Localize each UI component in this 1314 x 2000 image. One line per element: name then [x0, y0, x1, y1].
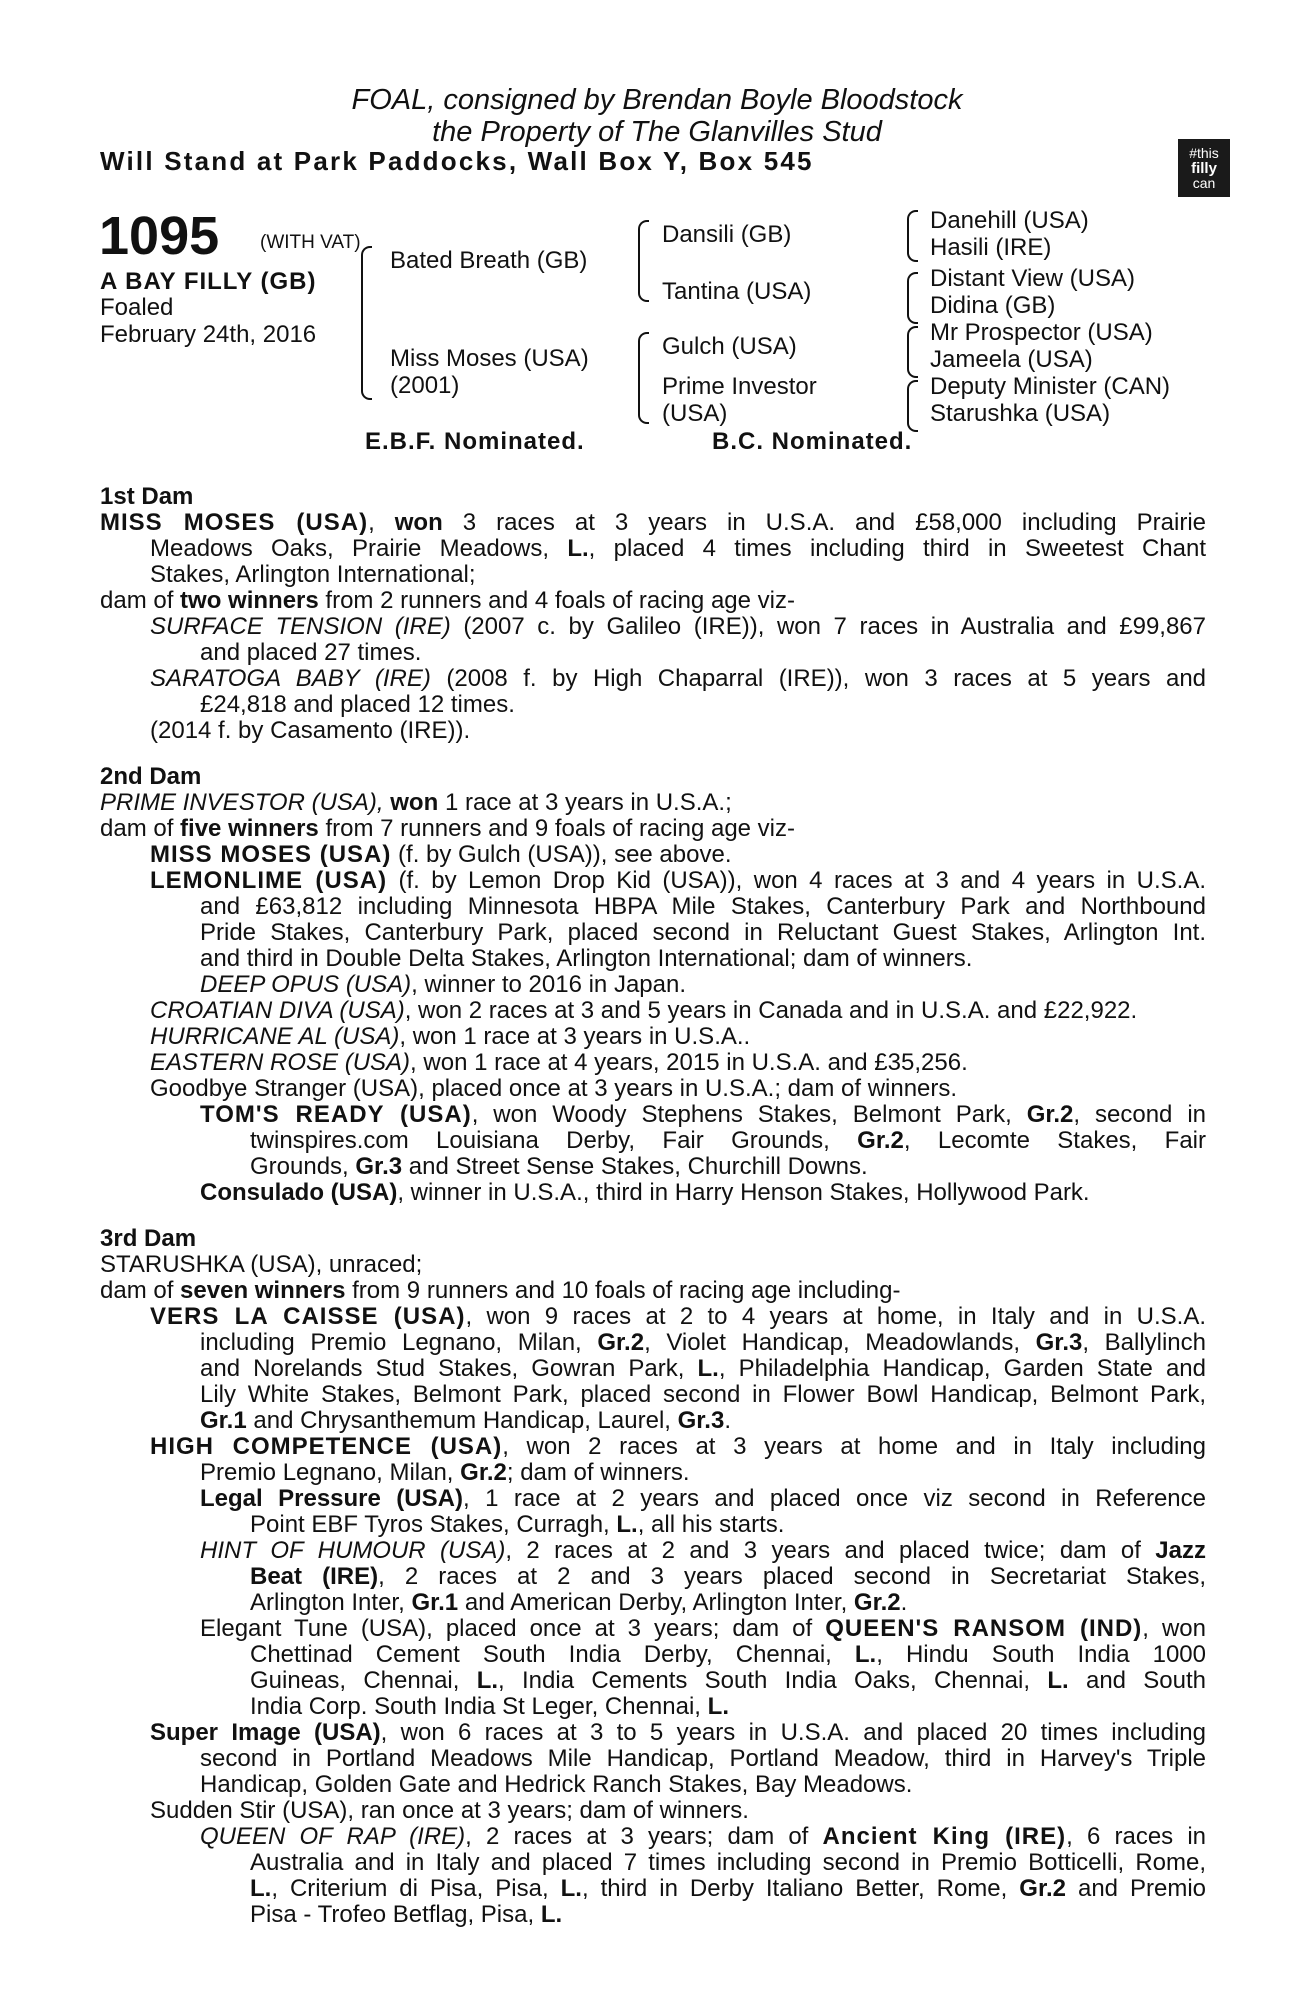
text: Chettinad Cement South India Derby, Chennai, [250, 1641, 832, 1668]
property-line: the Property of The Glanvilles Stud [432, 116, 882, 148]
produce-toms-ready [200, 1102, 1206, 1128]
text: Arlington Inter, [250, 1589, 405, 1616]
ebf-nominated: E.B.F. Nominated. [365, 428, 585, 455]
listed-mark: L. [697, 1355, 719, 1382]
produce-hurricane-al [150, 1024, 750, 1050]
won-label: won [394, 509, 443, 536]
horse-name: HINT OF HUMOUR (USA) [200, 1537, 506, 1564]
horse-name: Consulado (USA) [200, 1179, 398, 1206]
dam-dam: Prime Investor [662, 373, 817, 400]
this-filly-can-logo [1178, 139, 1230, 197]
dam: Miss Moses (USA) [390, 345, 589, 372]
lemonlime-line-4: and third in Double Delta Stakes, Arlington International; dam of winners. [200, 945, 973, 972]
text: including Premio Legnano, Milan, [200, 1329, 582, 1356]
winners-count: two winners [180, 587, 319, 614]
horse-name: MISS MOSES (USA) [150, 841, 392, 868]
group-2-mark: Gr.2 [460, 1459, 507, 1486]
horse-name: LEMONLIME (USA) [150, 867, 388, 894]
first-dam-line-2 [150, 536, 1206, 562]
group-2-mark: Gr.2 [1026, 1101, 1074, 1128]
horse-name: SARATOGA BABY (IRE) [150, 665, 431, 692]
logo-text-bottom: can [1192, 174, 1216, 191]
listed-mark: L. [854, 1641, 877, 1668]
text: . [724, 1407, 731, 1434]
produce-deep-opus [200, 972, 686, 998]
produce-vers-la-caisse [150, 1304, 1206, 1330]
vers-la-caisse-line-2 [200, 1330, 1206, 1356]
produce-sudden-stir: Sudden Stir (USA), ran once at 3 years; dam of winners. [150, 1797, 749, 1824]
brace-sire-parents [638, 220, 649, 302]
horse-name: QUEEN OF RAP (IRE) [200, 1823, 466, 1850]
produce-elegant-tune [200, 1616, 1206, 1642]
third-dam-heading: 3rd Dam [100, 1225, 197, 1252]
listed-mark: L. [540, 1901, 563, 1928]
text: (2008 f. by High Chaparral (IRE)), won 3 races at 5 years and [446, 665, 1207, 692]
text: and Premio [1077, 1875, 1207, 1902]
first-dam-line-3: Stakes, Arlington International; [150, 561, 476, 588]
stand-location: Will Stand at Park Paddocks, Wall Box Y, Box 545 [100, 146, 814, 176]
ancestor-mr-prospector: Mr Prospector (USA) [930, 319, 1153, 346]
text: and Norelands Stud Stakes, Gowran Park, [200, 1355, 685, 1382]
horse-name: QUEEN'S RANSOM (IND) [825, 1615, 1143, 1642]
text: , winner to 2016 in Japan. [411, 971, 687, 998]
text: twinspires.com Louisiana Derby, Fair Grounds, [250, 1127, 830, 1154]
high-competence-line-2 [200, 1460, 690, 1486]
text: , won 6 races at 3 to 5 years in U.S.A. and placed 20 times including [380, 1719, 1206, 1746]
brace-parents [361, 246, 372, 400]
legal-pressure-line-2 [250, 1512, 784, 1538]
group-1-mark: Gr.1 [200, 1407, 247, 1434]
second-dam-heading: 2nd Dam [100, 763, 202, 790]
text: , won 1 race at 3 years in U.S.A.. [399, 1023, 751, 1050]
text: from 7 runners and 9 foals of racing age viz- [325, 815, 796, 842]
text: from 9 runners and 10 foals of racing age including- [352, 1277, 901, 1304]
text: (2007 c. by Galileo (IRE)), won 7 races in Australia and £99,867 [463, 613, 1207, 640]
text: , winner in U.S.A., third in Harry Henson Stakes, Hollywood Park. [397, 1179, 1090, 1206]
horse-name: Super Image (USA) [150, 1719, 381, 1746]
bc-nominated: B.C. Nominated. [712, 428, 913, 455]
text: , 6 races in [1066, 1823, 1206, 1850]
third-dam-produce-summary [100, 1278, 900, 1304]
produce-eastern-rose [150, 1050, 968, 1076]
sire: Bated Breath (GB) [390, 247, 588, 274]
dam-sire: Gulch (USA) [662, 333, 797, 360]
text: (f. by Lemon Drop Kid (USA)), won 4 races at 3 and 4 years in U.S.A. [398, 867, 1207, 894]
text: dam of [100, 815, 174, 842]
text: Meadows Oaks, Prairie Meadows, [150, 535, 550, 562]
brace-gg4 [907, 380, 918, 432]
text: , Hindu South India 1000 [876, 1641, 1206, 1668]
text: , 1 race at 2 years and placed once viz second in Reference [462, 1485, 1206, 1512]
toms-ready-line-2 [250, 1128, 1206, 1154]
listed-mark: L. [616, 1511, 638, 1538]
queen-of-rap-line-3 [250, 1876, 1206, 1902]
dam-year: (2001) [390, 372, 460, 399]
consignor-line: FOAL, consigned by Brendan Boyle Bloodstock [351, 84, 963, 116]
text: , 2 races at 2 and 3 years and placed twice; dam of [505, 1537, 1141, 1564]
text: , won 2 races at 3 years at home and in Italy including [502, 1433, 1206, 1460]
text: , won 2 races at 3 and 5 years in Canada and in U.S.A. and £22,922. [404, 997, 1138, 1024]
produce-legal-pressure [200, 1486, 1206, 1512]
horse-name: Jazz [1155, 1537, 1206, 1564]
produce-saratoga-baby-cont: £24,818 and placed 12 times. [200, 691, 515, 718]
group-2-mark: Gr.2 [1019, 1875, 1066, 1902]
group-2-mark: Gr.2 [597, 1329, 645, 1356]
vers-la-caisse-line-3 [200, 1356, 1206, 1382]
text: , second in [1073, 1101, 1207, 1128]
text: India Corp. South India St Leger, Chennai, [250, 1693, 701, 1720]
horse-name: HURRICANE AL (USA) [150, 1023, 400, 1050]
second-dam-intro [100, 790, 732, 816]
hint-of-humour-line-3 [250, 1590, 907, 1616]
produce-high-competence [150, 1434, 1206, 1460]
second-dam-produce-summary [100, 816, 795, 842]
produce-surface-tension-cont: and placed 27 times. [200, 639, 422, 666]
horse-name: SURFACE TENSION (IRE) [150, 613, 451, 640]
toms-ready-line-3 [250, 1154, 868, 1180]
produce-consulado [200, 1180, 1090, 1206]
listed-mark: L. [1047, 1667, 1069, 1694]
brace-gg3 [907, 326, 918, 378]
produce-queen-of-rap [200, 1824, 1206, 1850]
lot-number: 1095 [99, 206, 220, 266]
group-2-mark: Gr.2 [853, 1589, 901, 1616]
sire-sire: Dansili (GB) [662, 221, 792, 248]
horse-name: TOM'S READY (USA) [200, 1101, 472, 1128]
horse-name: DEEP OPUS (USA) [200, 971, 412, 998]
text: , Lecomte Stakes, Fair [903, 1127, 1207, 1154]
queen-of-rap-line-4 [250, 1902, 562, 1928]
first-dam-produce-summary [100, 588, 795, 614]
group-2-mark: Gr.2 [857, 1127, 904, 1154]
lemonlime-line-2: and £63,812 including Minnesota HBPA Mile Stakes, Canterbury Park and Northbound [200, 893, 1206, 920]
elegant-tune-line-2 [250, 1642, 1206, 1668]
elegant-tune-line-3 [250, 1668, 1206, 1694]
queen-of-rap-line-2: Australia and in Italy and placed 7 times including second in Premio Botticelli, Rome, [250, 1849, 1206, 1876]
text: 3 races at 3 years in U.S.A. and £58,000 including Prairie [462, 509, 1207, 536]
text: and American Derby, Arlington Inter, [464, 1589, 848, 1616]
super-image-line-2: second in Portland Meadows Mile Handicap, Portland Meadow, third in Harvey's Triple [200, 1745, 1206, 1772]
text: , all his starts. [637, 1511, 785, 1538]
sire-dam: Tantina (USA) [662, 278, 812, 305]
text: dam of [100, 1277, 174, 1304]
winners-count: seven winners [180, 1277, 346, 1304]
horse-name: Beat (IRE) [250, 1563, 379, 1590]
foaled-label: Foaled [100, 294, 174, 321]
dam-dam-country: (USA) [662, 400, 728, 427]
elegant-tune-line-4 [250, 1694, 729, 1720]
group-3-mark: Gr.3 [1035, 1329, 1083, 1356]
first-dam-heading: 1st Dam [100, 483, 194, 510]
ancestor-didina: Didina (GB) [930, 292, 1056, 319]
text: and South [1085, 1667, 1207, 1694]
produce-lemonlime [150, 868, 1206, 894]
brace-gg2 [907, 272, 918, 324]
text: , 2 races at 2 and 3 years placed second in Secretariat Stakes, [378, 1563, 1206, 1590]
text: Pisa - Trofeo Betflag, Pisa, [250, 1901, 535, 1928]
horse-name: VERS LA CAISSE (USA) [150, 1303, 466, 1330]
ancestor-distant-view: Distant View (USA) [930, 265, 1135, 292]
text: , Ballylinch [1082, 1329, 1207, 1356]
text: Grounds, [250, 1153, 349, 1180]
text: and Street Sense Stakes, Churchill Downs. [408, 1153, 868, 1180]
vers-la-caisse-line-5 [200, 1408, 731, 1434]
text: Premio Legnano, Milan, [200, 1459, 454, 1486]
ancestor-danehill: Danehill (USA) [930, 207, 1089, 234]
brace-gg1 [907, 210, 918, 262]
lot-vat: (WITH VAT) [260, 232, 361, 253]
text: 1 race at 3 years in U.S.A.; [444, 789, 732, 816]
produce-super-image [150, 1720, 1206, 1746]
text: from 2 runners and 4 foals of racing age viz- [325, 587, 795, 614]
super-image-line-3: Handicap, Golden Gate and Hedrick Ranch Stakes, Bay Meadows. [200, 1771, 913, 1798]
lemonlime-line-3: Pride Stakes, Canterbury Park, placed second in Reluctant Guest Stakes, Arlington Int. [200, 919, 1206, 946]
text: , Criterium di Pisa, Pisa, [271, 1875, 549, 1902]
text: , third in Derby Italiano Better, Rome, [581, 1875, 1008, 1902]
text: (f. by Gulch (USA)), see above. [398, 841, 732, 868]
text: , Philadelphia Handicap, Garden State and [718, 1355, 1206, 1382]
won-label: won [390, 789, 439, 816]
text: , won 9 races at 2 to 4 years at home, in Italy and in U.S.A. [465, 1303, 1206, 1330]
listed-mark: L. [560, 1875, 582, 1902]
text: , placed 4 times including third in Sweetest Chant [588, 535, 1206, 562]
horse-name: EASTERN ROSE (USA) [150, 1049, 411, 1076]
ancestor-starushka: Starushka (USA) [930, 400, 1111, 427]
text: Elegant Tune (USA), placed once at 3 years; dam of [200, 1615, 813, 1642]
listed-mark: L. [707, 1693, 729, 1720]
text: dam of [100, 587, 174, 614]
dam-name: MISS MOSES (USA) [100, 509, 369, 536]
text: , Violet Handicap, Meadowlands, [644, 1329, 1021, 1356]
produce-2014-filly: (2014 f. by Casamento (IRE)). [150, 717, 471, 744]
horse-name: CROATIAN DIVA (USA) [150, 997, 405, 1024]
text: , won Woody Stephens Stakes, Belmont Park, [471, 1101, 1012, 1128]
produce-goodbye-stranger: Goodbye Stranger (USA), placed once at 3 years in U.S.A.; dam of winners. [150, 1075, 958, 1102]
ancestor-deputy-minister: Deputy Minister (CAN) [930, 373, 1171, 400]
vers-la-caisse-line-4: Lily White Stakes, Belmont Park, placed second in Flower Bowl Handicap, Belmont Park, [200, 1381, 1206, 1408]
text: Point EBF Tyros Stakes, Curragh, [250, 1511, 610, 1538]
third-dam-intro: STARUSHKA (USA), unraced; [100, 1251, 423, 1278]
text: ; dam of winners. [506, 1459, 690, 1486]
dam-name: PRIME INVESTOR (USA), [100, 789, 384, 816]
group-3-mark: Gr.3 [355, 1153, 403, 1180]
brace-dam-parents [638, 332, 649, 424]
logo-text-top: #this [1189, 144, 1219, 161]
text: , India Cements South India Oaks, Chennai, [498, 1667, 1031, 1694]
produce-hint-of-humour [200, 1538, 1206, 1564]
text: Guineas, Chennai, [250, 1667, 460, 1694]
hint-of-humour-line-2 [250, 1564, 1206, 1590]
listed-mark: L. [567, 535, 589, 562]
foaled-info [100, 294, 316, 348]
listed-mark: L. [476, 1667, 499, 1694]
horse-name: Ancient King (IRE) [822, 1823, 1067, 1850]
lot-description: A BAY FILLY (GB) [100, 268, 317, 295]
text: . [900, 1589, 908, 1616]
group-1-mark: Gr.1 [411, 1589, 459, 1616]
logo-text-middle: filly [1191, 159, 1217, 177]
ancestor-jameela: Jameela (USA) [930, 346, 1093, 373]
produce-croatian-diva [150, 998, 1137, 1024]
text: and Chrysanthemum Handicap, Laurel, [253, 1407, 671, 1434]
ancestor-hasili: Hasili (IRE) [930, 234, 1052, 261]
produce-saratoga-baby [150, 666, 1206, 692]
horse-name: Legal Pressure (USA) [200, 1485, 463, 1512]
text: , won [1142, 1615, 1206, 1642]
first-dam-line-1: MISS MOSES (USA), won 3 races at 3 years in U.S.A. and £58,000 including Prairie [100, 509, 1207, 536]
winners-count: five winners [180, 815, 319, 842]
text: , 2 races at 3 years; dam of [465, 1823, 809, 1850]
listed-mark: L. [250, 1875, 272, 1902]
foaled-date: February 24th, 2016 [100, 321, 317, 348]
text: , won 1 race at 4 years, 2015 in U.S.A. and £35,256. [410, 1049, 968, 1076]
group-3-mark: Gr.3 [677, 1407, 725, 1434]
produce-surface-tension [150, 614, 1206, 640]
horse-name: HIGH COMPETENCE (USA) [150, 1433, 503, 1460]
produce-miss-moses [150, 842, 732, 868]
